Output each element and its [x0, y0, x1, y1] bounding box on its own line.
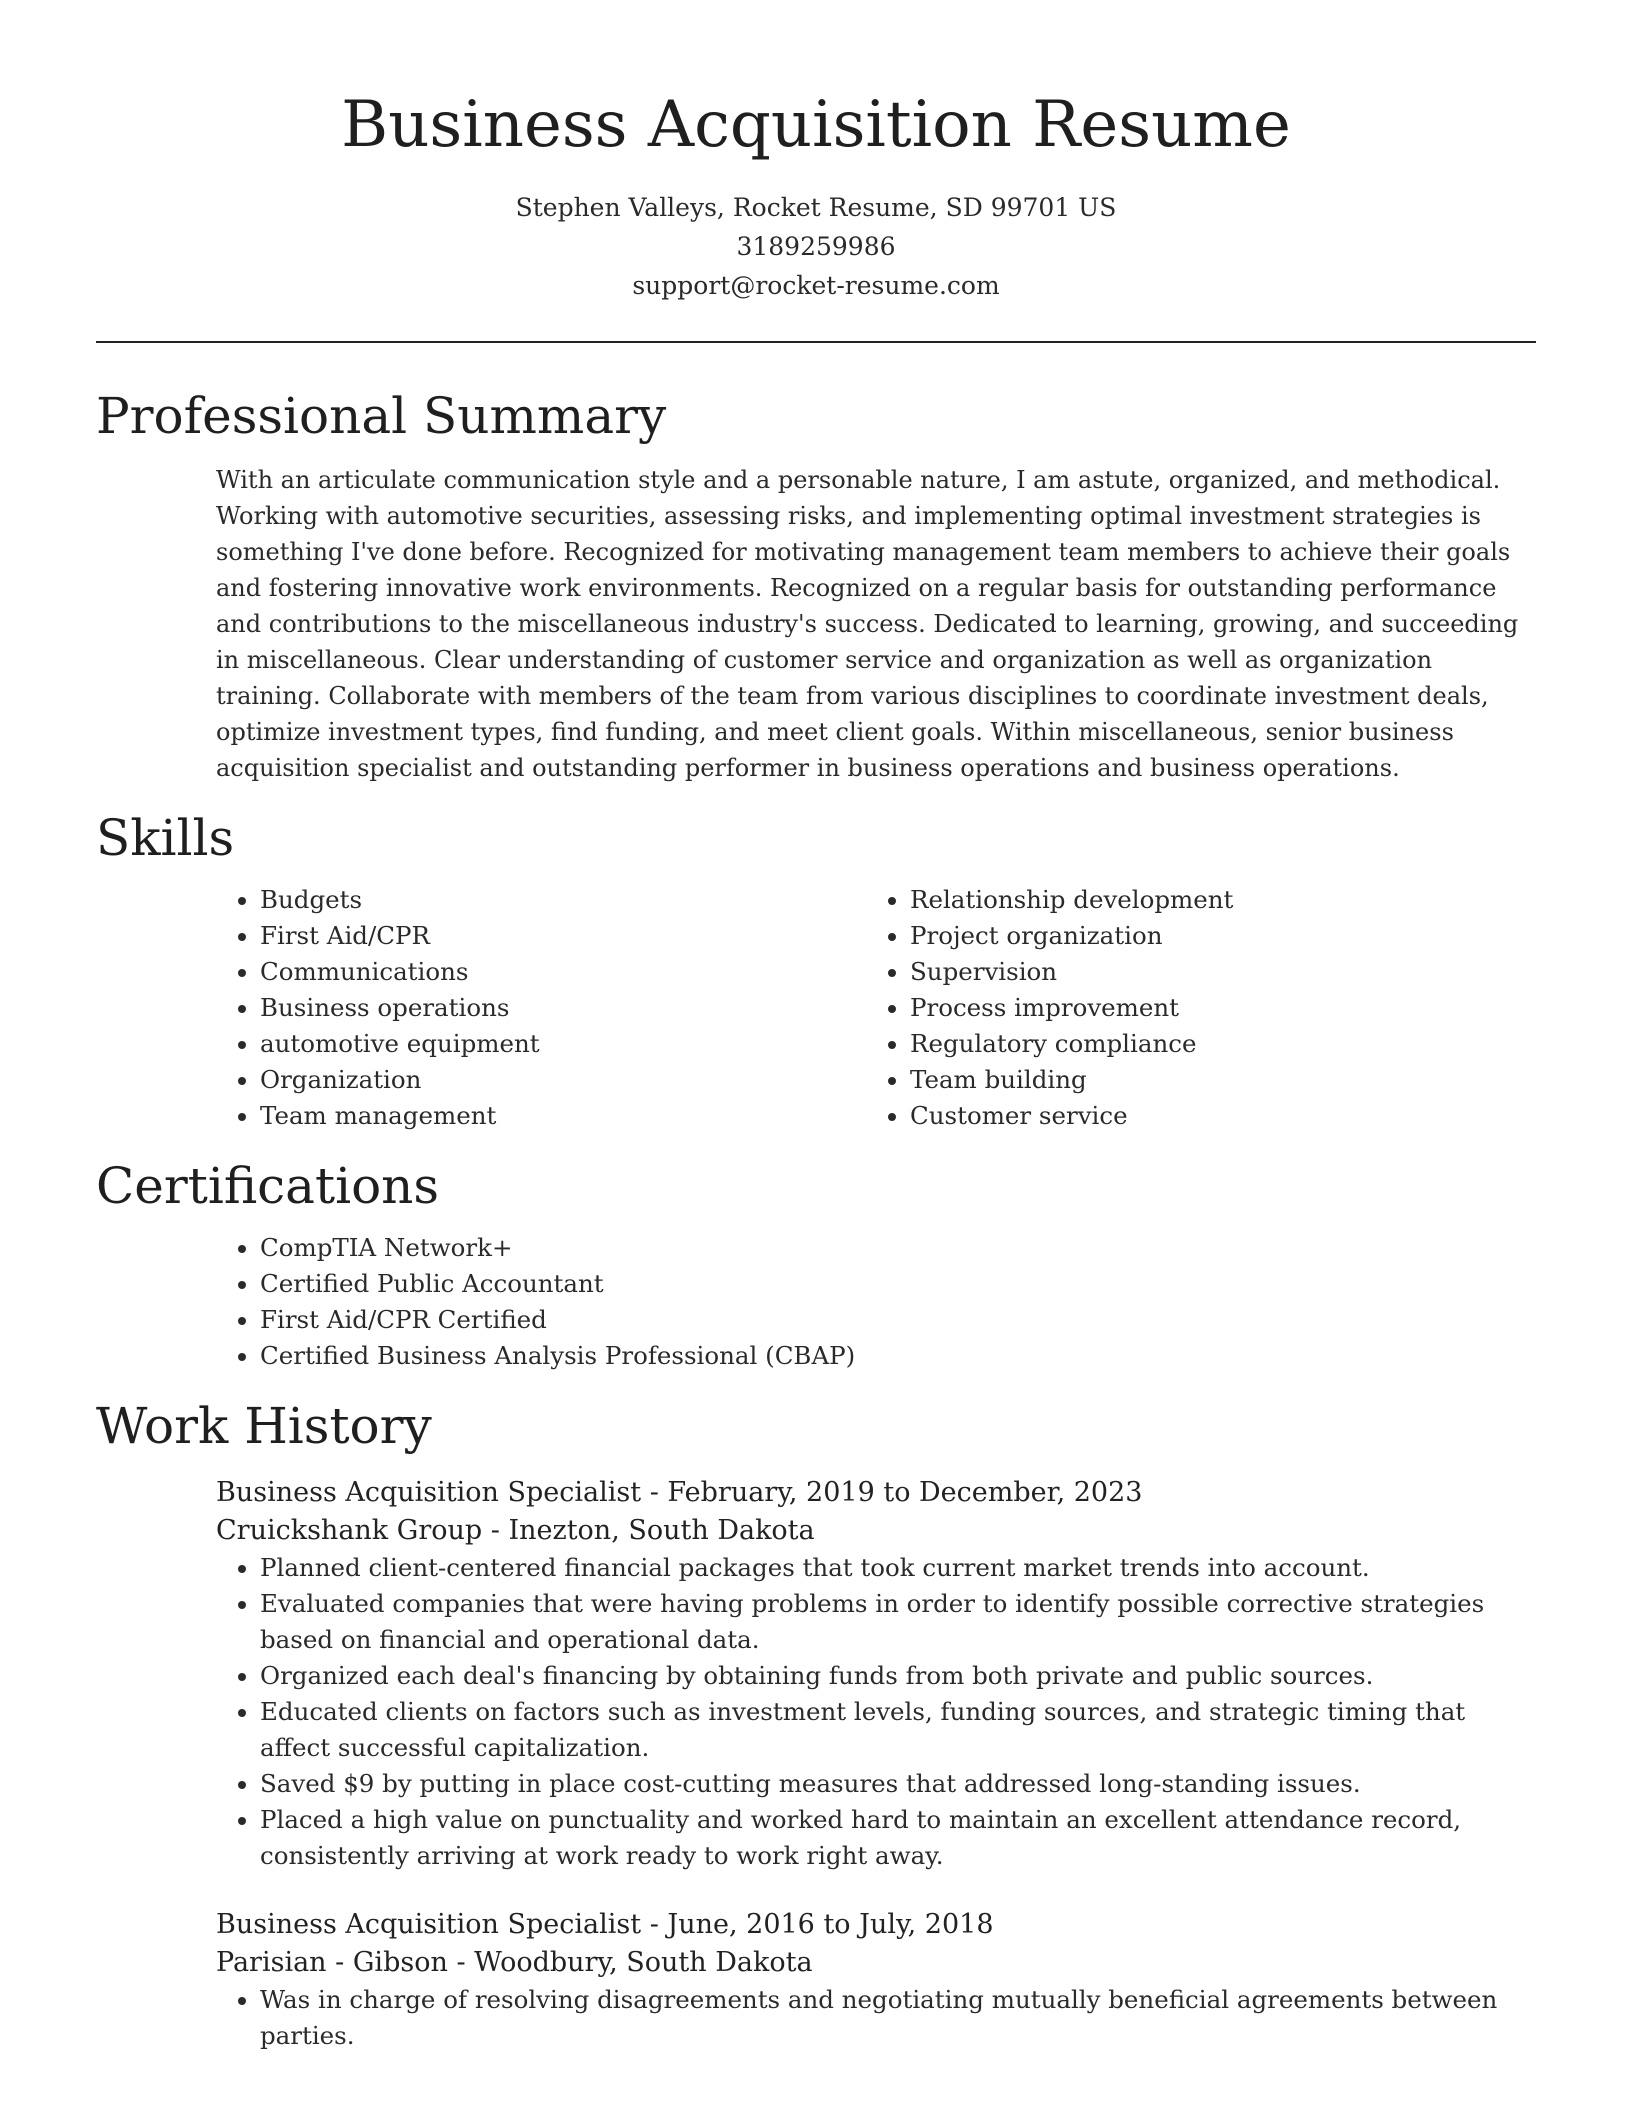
summary-heading: Professional Summary: [96, 387, 667, 445]
job-bullet: • Was in charge of resolving disagreements and negotiating mutually beneficial agreements between parties.: [260, 1982, 1536, 2054]
job-title: Business Acquisition Specialist: [216, 1909, 642, 1940]
resume-page: [96, 0, 1536, 2054]
skill-item: • Communications: [260, 954, 866, 990]
skill-item: • Process improvement: [910, 990, 1516, 1026]
summary-section: [216, 462, 1536, 786]
skill-item: • Project organization: [910, 918, 1516, 954]
header-divider: [96, 341, 1536, 343]
skill-item: • Team building: [910, 1062, 1516, 1098]
skills-section: [216, 882, 1536, 1134]
job-bullet: • Saved $9 by putting in place cost-cutting measures that addressed long-standing issues.: [260, 1766, 1536, 1802]
job-dates: - June, 2016 to July, 2018: [641, 1909, 994, 1940]
job-location: - Inezton, South Dakota: [482, 1515, 815, 1546]
contact-address: Stephen Valleys, Rocket Resume, SD 99701 US: [515, 193, 1117, 222]
skill-item: • automotive equipment: [260, 1026, 866, 1062]
job-company-line: [216, 1512, 1536, 1550]
skill-item: • Budgets: [260, 882, 866, 918]
skill-item: • Team management: [260, 1098, 866, 1134]
job-location: - Woodbury, South Dakota: [447, 1947, 813, 1978]
certification-item: • Certified Business Analysis Professional (CBAP): [260, 1338, 1536, 1374]
resume-title: Business Acquisition Resume: [341, 88, 1291, 162]
job-entry: [216, 1474, 1536, 1874]
skill-item: • Relationship development: [910, 882, 1516, 918]
contact-phone: 3189259986: [736, 232, 896, 261]
job-company: Cruickshank Group: [216, 1515, 483, 1546]
skill-item: • Business operations: [260, 990, 866, 1026]
skill-item: • First Aid/CPR: [260, 918, 866, 954]
skill-item: • Regulatory compliance: [910, 1026, 1516, 1062]
summary-text: With an articulate communication style and a personable nature, I am astute, organized, and methodical. Working with automotive securities, assessing risks, and implementing optimal investment strategies is something I've done before. Recognized for motivating management team members to achieve their goals and fostering innovative work environments. Recognized on a regular basis for outstanding performance and contributions to the miscellaneous industry's success. Dedicated to learning, growing, and succeeding in miscellaneous. Clear understanding of customer service and organization as well as organization training. Collaborate with members of the team from various disciplines to coordinate investment deals, optimize investment types, find funding, and meet client goals. Within miscellaneous, senior business acquisition specialist and outstanding performer in business operations and business operations.: [216, 466, 1519, 782]
certifications-heading: Certifications: [96, 1157, 440, 1215]
certification-item: • CompTIA Network+: [260, 1230, 1536, 1266]
resume-header: [96, 0, 1536, 305]
job-title-line: [216, 1906, 1536, 1944]
skills-column-left: [216, 882, 866, 1134]
job-entry: [216, 1906, 1536, 2054]
work-history-heading: Work History: [96, 1397, 432, 1455]
contact-email: support@rocket-resume.com: [632, 271, 1000, 300]
job-bullet: • Educated clients on factors such as investment levels, funding sources, and strategic timing that affect successful capitalization.: [260, 1694, 1536, 1766]
job-bullets: [216, 1982, 1536, 2054]
job-title-line: [216, 1474, 1536, 1512]
certifications-section: [216, 1230, 1536, 1374]
job-dates: - February, 2019 to December, 2023: [641, 1477, 1143, 1508]
job-bullet: • Planned client-centered financial packages that took current market trends into account.: [260, 1550, 1536, 1586]
job-bullet: • Placed a high value on punctuality and worked hard to maintain an excellent attendance record, consistently arriving at work ready to work right away.: [260, 1802, 1536, 1874]
job-bullet: • Evaluated companies that were having problems in order to identify possible corrective strategies based on financial and operational data.: [260, 1586, 1536, 1658]
certification-item: • Certified Public Accountant: [260, 1266, 1536, 1302]
skills-heading: Skills: [96, 809, 235, 867]
job-company-line: [216, 1944, 1536, 1982]
skill-item: • Organization: [260, 1062, 866, 1098]
certification-item: • First Aid/CPR Certified: [260, 1302, 1536, 1338]
job-bullets: [216, 1550, 1536, 1874]
job-bullet: • Organized each deal's financing by obtaining funds from both private and public sources.: [260, 1658, 1536, 1694]
job-company: Parisian - Gibson: [216, 1947, 448, 1978]
skill-item: • Supervision: [910, 954, 1516, 990]
skills-column-right: [866, 882, 1516, 1134]
job-title: Business Acquisition Specialist: [216, 1477, 642, 1508]
skill-item: • Customer service: [910, 1098, 1516, 1134]
